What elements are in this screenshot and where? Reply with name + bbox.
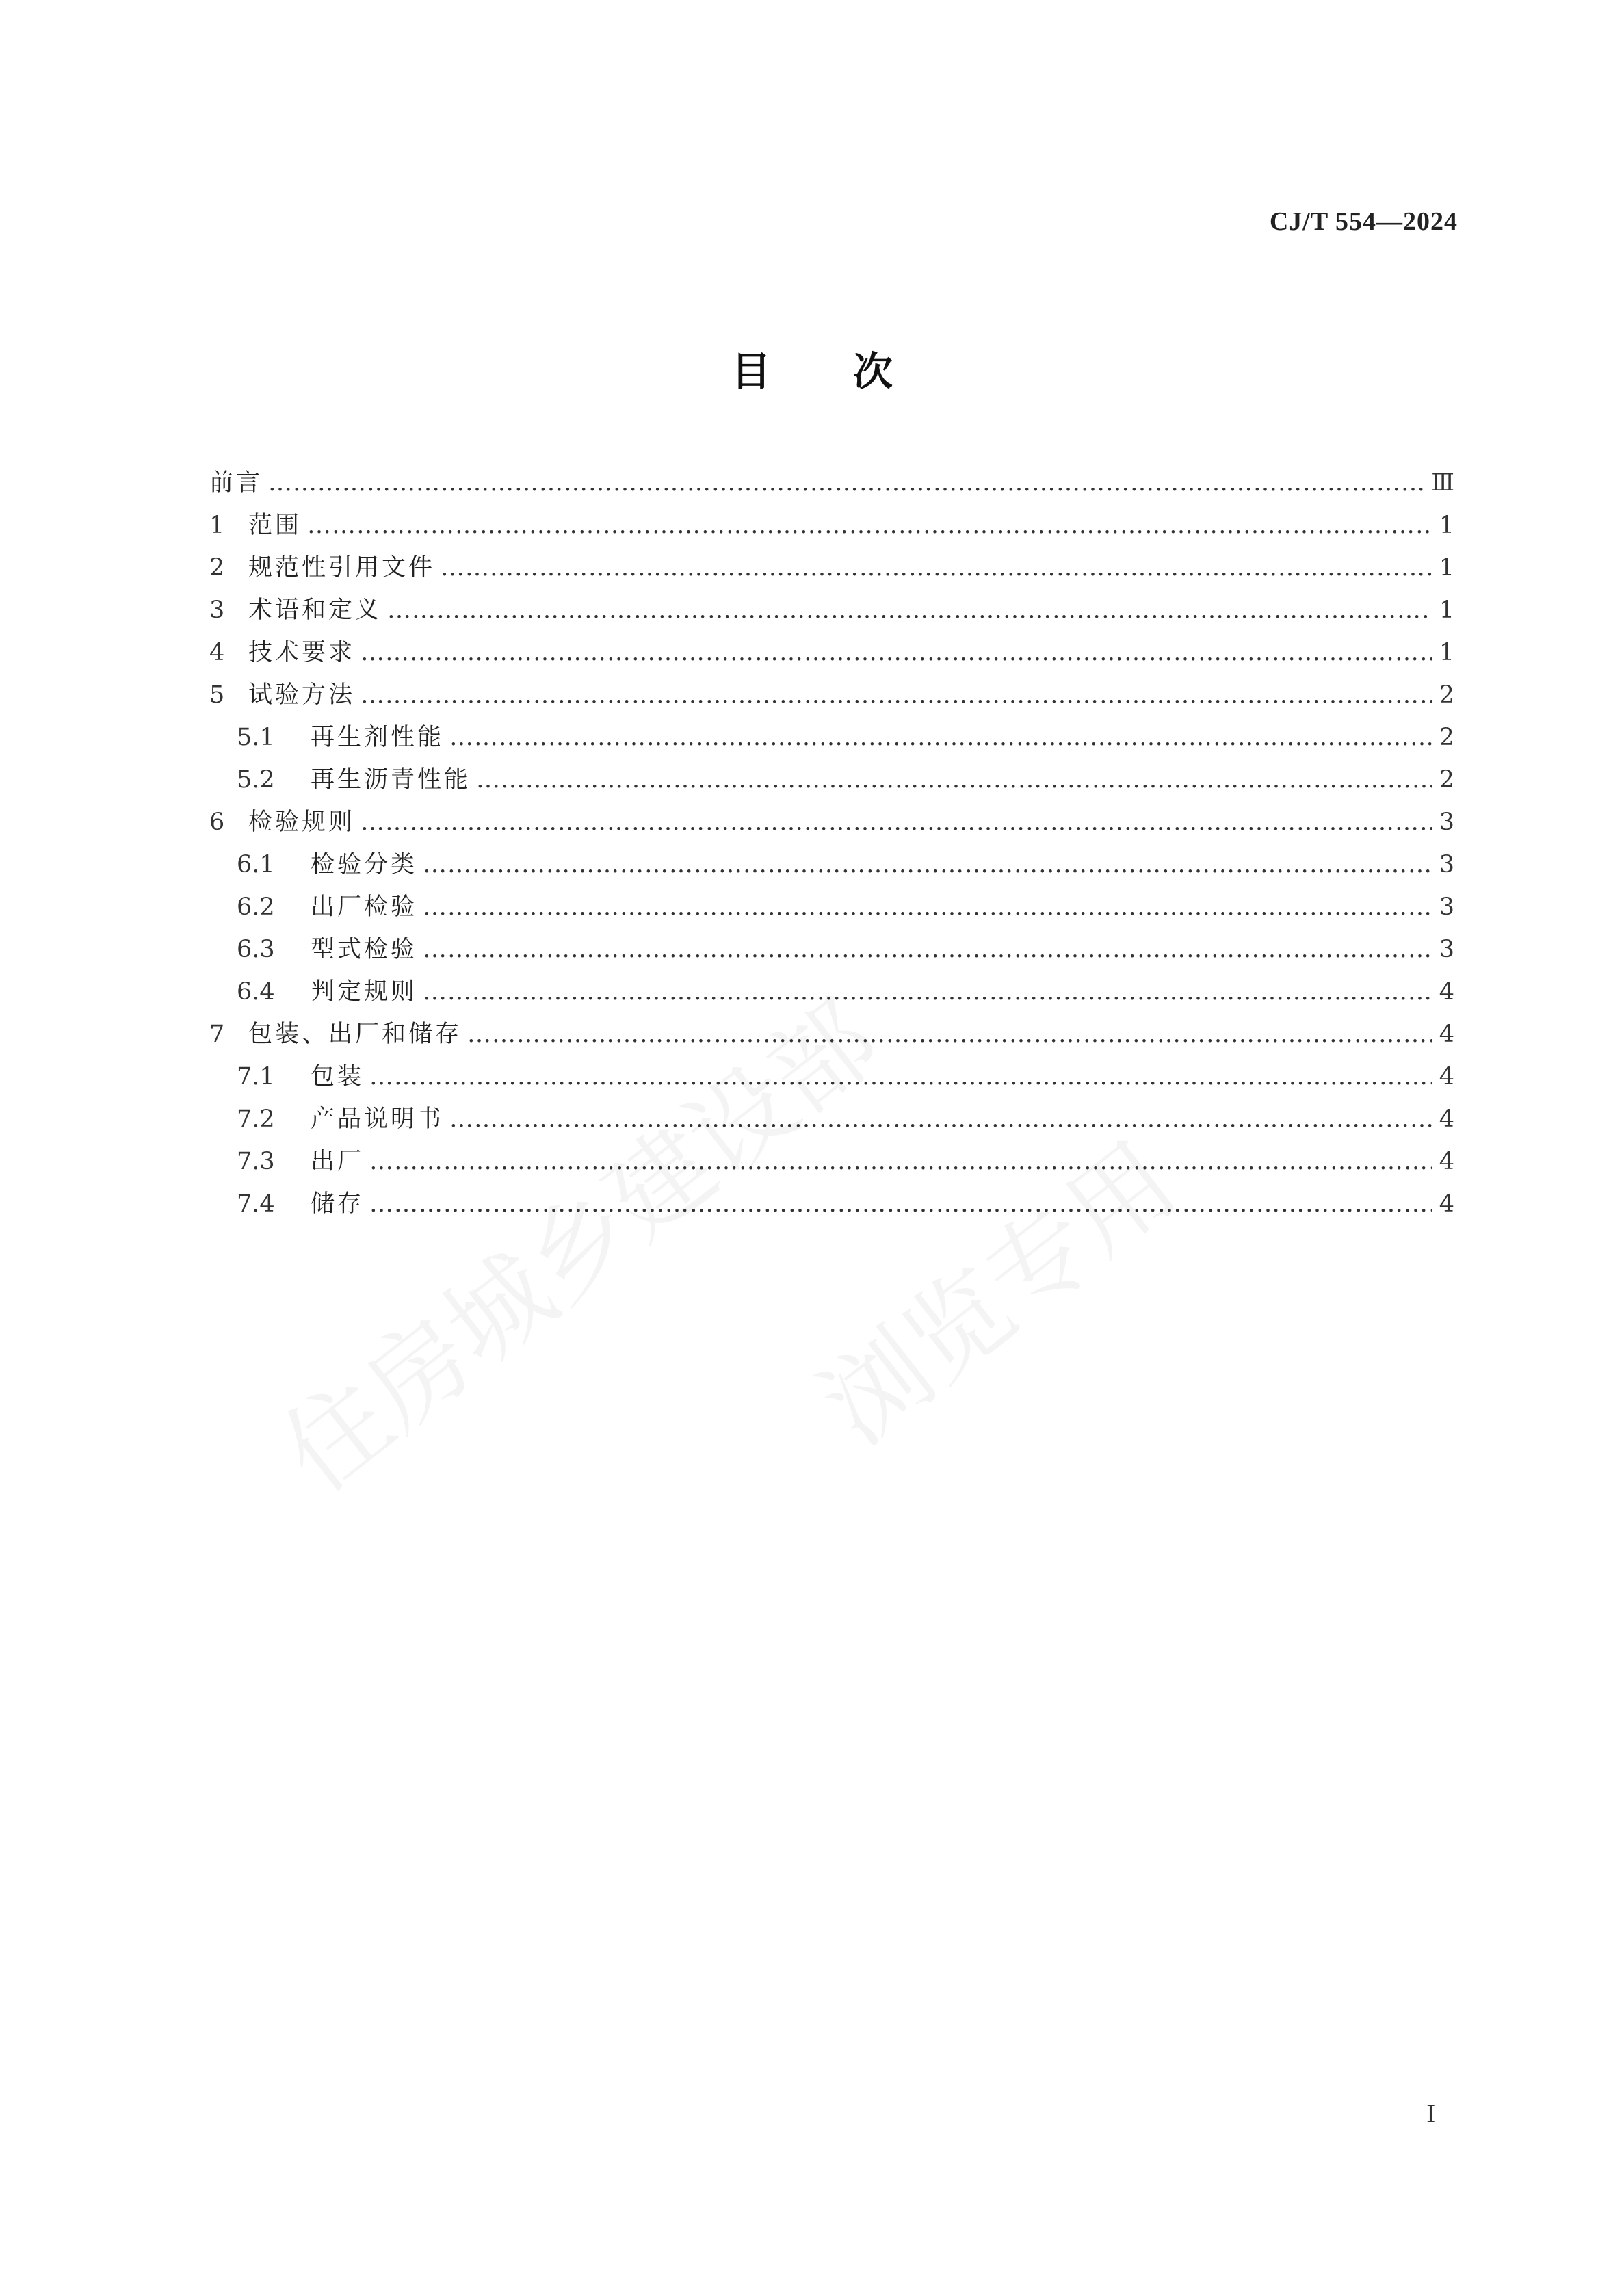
toc-entry[interactable] [209,674,1454,716]
toc-entry-page: 4 [1439,1063,1454,1090]
toc-entry-label: 出厂检验 [311,893,418,921]
toc-dot-leader [361,801,1432,843]
document-code: CJ/T 554—2024 [1269,207,1458,236]
toc-entry[interactable] [209,547,1454,589]
toc-entry[interactable] [209,971,1454,1013]
toc-entry-page: 2 [1439,724,1454,751]
toc-entry-number: 6.1 [237,851,275,878]
toc-dot-leader [307,504,1432,547]
table-of-contents [209,462,1454,1225]
toc-entry-page: 3 [1439,893,1454,921]
toc-entry-number: 6.2 [237,893,275,921]
toc-entry[interactable] [209,843,1454,886]
toc-entry-number: 5 [209,681,225,709]
toc-dot-leader [423,843,1432,886]
toc-entry[interactable] [209,1140,1454,1183]
toc-entry[interactable] [209,462,1454,504]
toc-dot-leader [476,759,1432,801]
toc-entry-page: 3 [1439,936,1454,963]
toc-entry[interactable] [209,1056,1454,1098]
toc-entry-label: 检验规则 [248,809,356,836]
toc-entry[interactable] [209,716,1454,759]
toc-entry-page: 4 [1439,1148,1454,1175]
toc-entry-number: 6.3 [237,936,275,963]
toc-dot-leader [449,1098,1432,1140]
toc-entry-number: 7 [209,1021,225,1048]
toc-dot-leader [387,589,1432,631]
toc-entry-page: 4 [1439,978,1454,1006]
toc-entry-number: 5.2 [237,766,275,794]
toc-entry-number: 6.4 [237,978,275,1006]
toc-entry[interactable] [209,1013,1454,1056]
toc-entry[interactable] [209,928,1454,971]
toc-entry-label: 型式检验 [311,936,418,963]
toc-entry[interactable] [209,1098,1454,1140]
toc-entry[interactable] [209,631,1454,674]
toc-entry-number: 7.2 [237,1105,275,1133]
toc-entry-page: 3 [1439,809,1454,836]
toc-entry-page: 4 [1439,1105,1454,1133]
toc-dot-leader [441,547,1432,589]
toc-entry[interactable] [209,1183,1454,1225]
toc-entry-page: 3 [1439,851,1454,878]
toc-entry-number: 7.3 [237,1148,275,1175]
toc-entry-page: 2 [1439,681,1454,709]
toc-entry-label: 检验分类 [311,851,418,878]
toc-entry-page: 1 [1439,597,1454,624]
toc-entry-label: 前言 [209,469,263,497]
toc-entry[interactable] [209,801,1454,843]
toc-entry-number: 6 [209,809,225,836]
toc-dot-leader [423,886,1432,928]
toc-title: 目次 [731,348,975,395]
toc-dot-leader [423,971,1432,1013]
toc-entry-label: 储存 [311,1190,365,1218]
toc-entry-page: 2 [1439,766,1454,794]
toc-entry-label: 术语和定义 [248,597,382,624]
toc-entry-number: 2 [209,554,225,581]
toc-entry[interactable] [209,589,1454,631]
toc-dot-leader [361,631,1432,674]
toc-entry-label: 产品说明书 [311,1105,445,1133]
toc-dot-leader [369,1140,1432,1183]
toc-entry-page: 4 [1439,1021,1454,1048]
toc-entry-number: 1 [209,512,225,539]
toc-entry[interactable] [209,886,1454,928]
toc-entry-label: 出厂 [311,1148,365,1175]
toc-entry-label: 技术要求 [248,639,356,666]
toc-entry-label: 包装、出厂和储存 [248,1021,462,1048]
toc-entry-page: 1 [1439,639,1454,666]
toc-entry[interactable] [209,759,1454,801]
toc-entry-label: 再生剂性能 [311,724,445,751]
toc-dot-leader [423,928,1432,971]
toc-dot-leader [369,1056,1432,1098]
toc-entry-number: 7.4 [237,1190,275,1218]
toc-entry-page: Ⅲ [1431,469,1454,497]
toc-entry-label: 规范性引用文件 [248,554,436,581]
toc-entry-page: 1 [1439,554,1454,581]
toc-dot-leader [467,1013,1432,1056]
toc-dot-leader [268,462,1426,504]
toc-entry[interactable] [209,504,1454,547]
toc-entry-label: 试验方法 [248,681,356,709]
toc-entry-number: 7.1 [237,1063,275,1090]
toc-dot-leader [449,716,1432,759]
toc-entry-label: 再生沥青性能 [311,766,471,794]
toc-entry-number: 4 [209,639,225,666]
toc-dot-leader [369,1183,1432,1225]
toc-entry-page: 4 [1439,1190,1454,1218]
toc-entry-label: 范围 [248,512,302,539]
toc-entry-label: 包装 [311,1063,365,1090]
toc-entry-page: 1 [1439,512,1454,539]
toc-entry-label: 判定规则 [311,978,418,1006]
toc-entry-number: 5.1 [237,724,275,751]
toc-entry-number: 3 [209,597,225,624]
toc-dot-leader [361,674,1432,716]
page-number: I [1426,2099,1435,2128]
